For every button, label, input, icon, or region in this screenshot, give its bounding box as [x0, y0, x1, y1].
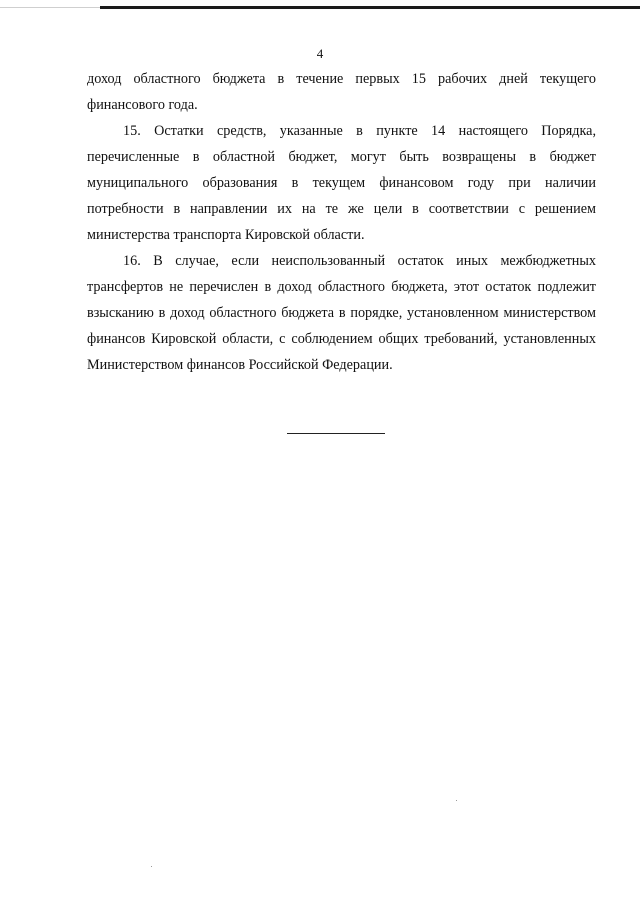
paragraph-continuation: доход областного бюджета в течение первых 15 рабочих дней текущего финансового года.	[87, 71, 596, 113]
page-number: 4	[316, 46, 324, 61]
paragraph-item-16: 16. В случае, если неиспользованный остаток иных межбюджетных трансфертов не перечислен в доход областного бюджета, этот остаток подлежит взысканию в доход областного бюджета в порядке, установленном министерством финансов Кировской области, с соблюдением общих требований, установленных Министерством финансов Российской Федерации.	[87, 253, 596, 373]
document-body	[87, 66, 596, 378]
end-of-document-rule	[287, 433, 385, 434]
paragraph-item-15: 15. Остатки средств, указанные в пункте 14 настоящего Порядка, перечисленные в областной бюджет, могут быть возвращены в бюджет муниципального образования в текущем финансовом году при наличии потребности в направлении их на те же цели в соответствии с решением министерства транспорта Кировской области.	[87, 123, 596, 243]
top-scan-rule-faint	[0, 7, 100, 8]
scan-speck	[456, 800, 457, 801]
top-scan-rule	[100, 6, 640, 9]
scan-speck	[151, 866, 152, 867]
